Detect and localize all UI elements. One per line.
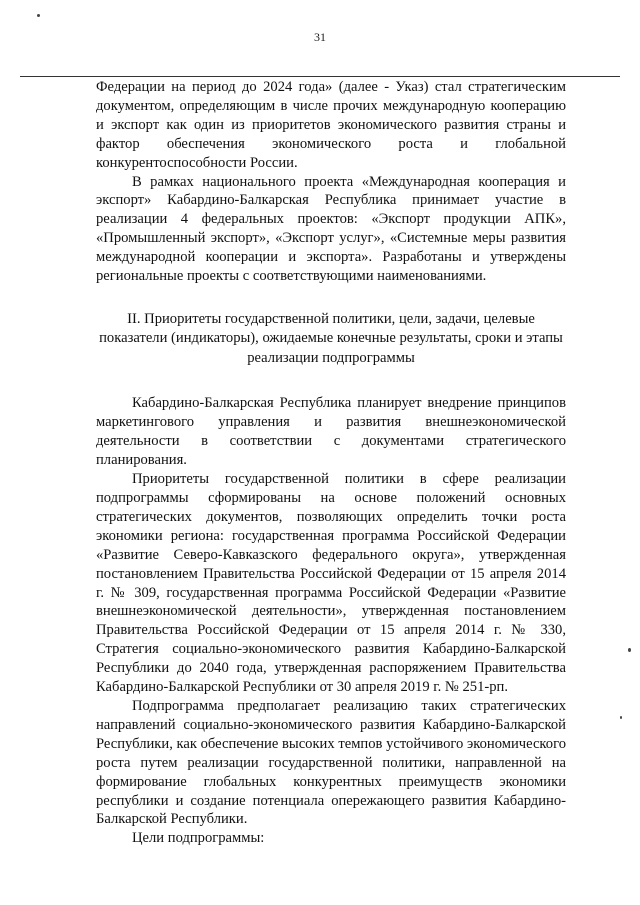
paragraph-national-project: В рамках национального проекта «Международная кооперация и экспорт» Кабардино-Балкарская Республика принимает участие в реализации 4 федеральных проектов: «Экспорт продукции АПК», «Промышленный экспорт», «Экспорт услуг», «Системные меры развития международной кооперации и экспорта». Разработаны и утверждены региональные проекты с соответствующими наименованиями.: [96, 173, 566, 285]
page-number: 31: [314, 30, 326, 44]
scan-mark: [628, 648, 631, 652]
paragraph-priorities: Приоритеты государственной политики в сфере реализации подпрограммы сформированы на основе положений основных стратегических документов, позволяющих определить точки роста экономики региона: государственная программа Российской Федерации «Развитие Северо-Кавказского федерального округа», утвержденная постановлением Правительства Российской Федерации от 15 апреля 2014 г. № 309, государственная программа Российской Федерации «Развитие внешнеэкономической деятельности», утвержденная постановлением Правительства Российской Федерации от 15 апреля 2014 г. № 330, Стратегия социально-экономического развития Кабардино-Балкарской Республики до 2040 года, утвержденная распоряжением Правительства Кабардино-Балкарской Республики от 30 апреля 2019 г. № 251-рп.: [96, 471, 566, 696]
scan-mark: [37, 14, 40, 17]
paragraph-strategic-directions: Подпрограмма предполагает реализацию таких стратегических направлений социально-экономического развития Кабардино-Балкарской Республики, как обеспечение высоких темпов устойчивого экономического роста путем реализации государственной политики, направленной на формирование глобальных конкурентных преимуществ экономики республики и создание потенциала опережающего развития Кабардино-Балкарской Республики.: [96, 697, 566, 828]
document-body: [96, 78, 566, 848]
section-heading: II. Приоритеты государственной политики, цели, задачи, целевые показатели (индикаторы), ожидаемые конечные результаты, сроки и этапы реализации подпрограммы: [99, 310, 563, 366]
paragraph-goals: Цели подпрограммы:: [132, 830, 265, 847]
scan-mark: [620, 716, 622, 719]
paragraph-marketing: Кабардино-Балкарская Республика планирует внедрение принципов маркетингового управления и развития внешнеэкономической деятельности в соответствии с документами стратегического планирования.: [96, 395, 566, 469]
header-rule: [20, 76, 620, 77]
paragraph-continuation: Федерации на период до 2024 года» (далее - Указ) стал стратегическим документом, определяющим в числе прочих международную кооперацию и экспорт как один из приоритетов экономического развития страны и фактор обеспечения экономического роста и глобальной конкурентоспособности России.: [96, 79, 566, 171]
